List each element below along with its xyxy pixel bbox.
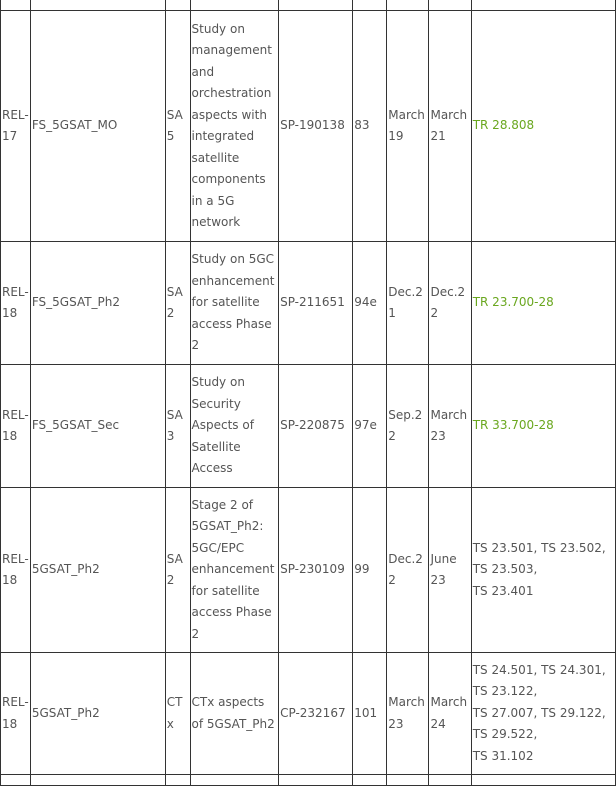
acronym-cell: 5GSAT_Ph2 xyxy=(30,653,165,775)
spec-link[interactable]: TR 33.700-28 xyxy=(472,418,554,433)
plenary-cell: 99 xyxy=(353,488,387,653)
end-cell: March 24 xyxy=(429,653,471,775)
spec-text-line: TS 31.102 xyxy=(472,748,534,763)
title-cell: CTx aspects of 5GSAT_Ph2 xyxy=(190,653,279,775)
table-row-top-partial xyxy=(1,0,616,11)
title-cell: Study on management and orchestration aspects with integrated satellite components in a 5G network xyxy=(190,11,279,242)
acronym-cell: FS_5GSAT_Sec xyxy=(30,365,165,488)
table-row-bottom-partial xyxy=(1,775,616,786)
acronym-cell: 5GSAT_Ph2 xyxy=(30,488,165,653)
acronym-cell: FS_5GSAT_Ph2 xyxy=(30,242,165,365)
spec-cell xyxy=(471,242,615,365)
plenary-cell: 83 xyxy=(353,11,387,242)
release-cell: REL-17 xyxy=(1,11,31,242)
spec-text-line: TS 24.501, TS 24.301, TS 23.122, xyxy=(472,662,606,699)
spec-cell xyxy=(471,365,615,488)
wid-cell: SP-190138 xyxy=(279,11,353,242)
wid-cell: CP-232167 xyxy=(279,653,353,775)
table-row xyxy=(1,365,616,488)
title-cell: Study on 5GC enhancement for satellite access Phase 2 xyxy=(190,242,279,365)
spec-text-line: TS 27.007, TS 29.122, TS 29.522, xyxy=(472,705,606,742)
group-cell: SA5 xyxy=(165,11,190,242)
plenary-cell: 94e xyxy=(353,242,387,365)
wid-cell: SP-230109 xyxy=(279,488,353,653)
release-cell: REL-18 xyxy=(1,653,31,775)
wid-cell: SP-220875 xyxy=(279,365,353,488)
spec-cell xyxy=(471,11,615,242)
group-cell: CTx xyxy=(165,653,190,775)
spec-link[interactable]: TR 23.700-28 xyxy=(472,295,554,310)
table-row xyxy=(1,653,616,775)
start-cell: Sep.22 xyxy=(387,365,429,488)
spec-link[interactable]: TR 28.808 xyxy=(472,118,535,133)
table-row xyxy=(1,488,616,653)
group-cell: SA2 xyxy=(165,488,190,653)
release-cell: REL-18 xyxy=(1,488,31,653)
spec-text-line: TS 23.501, TS 23.502, TS 23.503, xyxy=(472,540,606,577)
end-cell: March 21 xyxy=(429,11,471,242)
plenary-cell: 97e xyxy=(353,365,387,488)
start-cell: March 23 xyxy=(387,653,429,775)
group-cell: SA2 xyxy=(165,242,190,365)
spec-cell xyxy=(471,488,615,653)
wid-cell: SP-211651 xyxy=(279,242,353,365)
end-cell: Dec.22 xyxy=(429,242,471,365)
group-cell: SA3 xyxy=(165,365,190,488)
spec-cell xyxy=(471,653,615,775)
spec-text-line: TS 23.401 xyxy=(472,583,534,598)
title-cell: Study on Security Aspects of Satellite Access xyxy=(190,365,279,488)
plenary-cell: 101 xyxy=(353,653,387,775)
table-row xyxy=(1,242,616,365)
start-cell: Dec.21 xyxy=(387,242,429,365)
acronym-cell: FS_5GSAT_MO xyxy=(30,11,165,242)
start-cell: Dec.22 xyxy=(387,488,429,653)
start-cell: March 19 xyxy=(387,11,429,242)
end-cell: March 23 xyxy=(429,365,471,488)
end-cell: June 23 xyxy=(429,488,471,653)
title-cell: Stage 2 of 5GSAT_Ph2: 5GC/EPC enhancement for satellite access Phase 2 xyxy=(190,488,279,653)
release-cell: REL-18 xyxy=(1,242,31,365)
table-row xyxy=(1,11,616,242)
release-cell: REL-18 xyxy=(1,365,31,488)
